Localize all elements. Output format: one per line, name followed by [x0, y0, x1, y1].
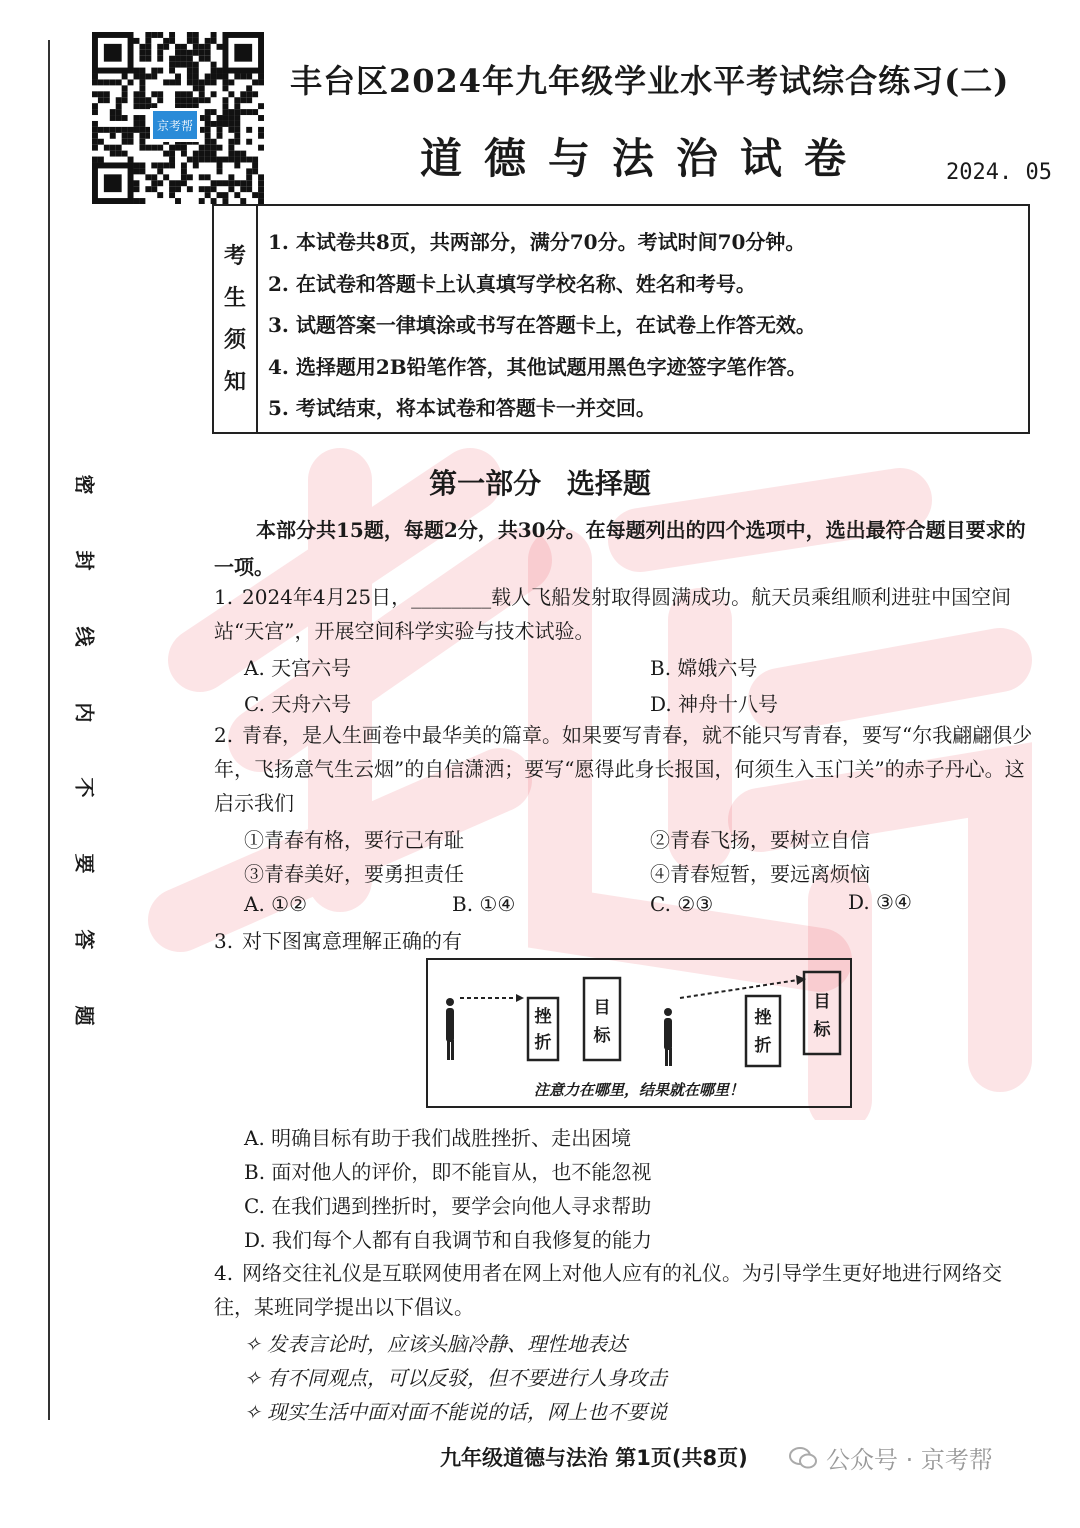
- notice-label-char: 须: [223, 327, 246, 353]
- notice-label: [214, 206, 258, 432]
- q2-option-b: B. ①④: [452, 892, 516, 916]
- question-text: 2024年4月25日，________载人飞船发射取得圆满成功。航天员乘组顺利进驻中国空间站“天宫”，开展空间科学实验与技术试验。: [214, 585, 1012, 643]
- left-goal-label: 目 标: [593, 998, 611, 1046]
- q4-proposal-1: ✧ 发表言论时，应该头脑冷静、理性地表达: [244, 1332, 628, 1356]
- notice-item: 4. 选择题用2B铅笔作答，其他试题用黑色字迹签字笔作答。: [268, 354, 807, 379]
- question-3-figure: [426, 958, 852, 1108]
- notice-label-char: 知: [223, 369, 246, 395]
- binding-char: 题: [72, 1005, 97, 1026]
- wechat-watermark: [788, 1440, 993, 1475]
- notice-box: [212, 204, 1030, 434]
- exam-title: 丰台区2024年九年级学业水平考试综合练习(二): [290, 62, 1010, 100]
- wechat-icon: [788, 1446, 818, 1470]
- question-3-stem: [214, 924, 1040, 958]
- binding-char: 线: [72, 626, 97, 647]
- binding-char: 答: [72, 929, 97, 950]
- question-1-stem: [214, 580, 1040, 648]
- q2-statement-2: ②青春飞扬，要树立自信: [650, 828, 870, 852]
- binding-line: [48, 40, 50, 1420]
- binding-char: 不: [72, 777, 97, 798]
- figure-caption: 注意力在哪里，结果就在哪里！: [533, 1081, 744, 1099]
- notice-item: 5. 考试结束，将本试卷和答题卡一并交回。: [268, 396, 656, 420]
- notice-item: 1. 本试卷共8页，共两部分，满分70分。考试时间70分钟。: [268, 230, 806, 254]
- qr-code: [92, 32, 264, 204]
- section-intro: 本部分共15题，每题2分，共30分。在每题列出的四个选项中，选出最符合题目要求的一项。: [214, 518, 1026, 579]
- q2-statement-4: ④青春短暂，要远离烦恼: [650, 862, 870, 886]
- q3-option-a: A. 明确目标有助于我们战胜挫折、走出困境: [244, 1126, 632, 1150]
- question-text: 网络交往礼仪是互联网使用者在网上对他人应有的礼仪。为引导学生更好地进行网络交往，某班同学提出以下倡议。: [214, 1261, 1002, 1319]
- page-footer: 九年级道德与法治 第1页(共8页): [440, 1446, 748, 1470]
- question-number: 4.: [214, 1261, 234, 1285]
- question-number: 2.: [214, 723, 234, 747]
- binding-char: 密: [72, 474, 97, 495]
- paper-title: 道德与法治试卷: [420, 134, 869, 183]
- q2-statement-1: ①青春有格，要行己有耻: [244, 828, 464, 852]
- qr-logo: 京考帮: [150, 108, 200, 142]
- q4-proposal-3: ✧ 现实生活中面对面不能说的话，网上也不要说: [244, 1400, 668, 1424]
- binding-char: 要: [72, 853, 97, 874]
- right-goal-label: 目 标: [813, 992, 831, 1040]
- q2-statement-3: ③青春美好，要勇担责任: [244, 862, 464, 886]
- question-text: 青春，是人生画卷中最华美的篇章。如果要写青春，就不能只写青春，要写“尔我翩翩俱少年，飞扬意气生云烟”的自信潇洒；要写“愿得此身长报国，何须生入玉门关”的赤子丹心。这启示我们: [214, 723, 1033, 815]
- q1-option-c: C. 天舟六号: [244, 692, 352, 716]
- q3-option-d: D. 我们每个人都有自我调节和自我修复的能力: [244, 1228, 653, 1252]
- notice-item: 2. 在试卷和答题卡上认真填写学校名称、姓名和考号。: [268, 271, 756, 296]
- q2-option-c: C. ②③: [650, 892, 714, 916]
- person-icon: [446, 998, 454, 1060]
- q1-option-b: B. 嫦娥六号: [650, 656, 758, 680]
- notice-list: [268, 222, 816, 430]
- question-text: 对下图寓意理解正确的有: [242, 929, 462, 953]
- question-2-stem: [214, 718, 1040, 820]
- right-obstacle-label: 挫 折: [754, 1008, 772, 1056]
- q2-option-d: D. ③④: [848, 890, 912, 914]
- question-number: 1.: [214, 585, 234, 609]
- q1-option-a: A. 天宫六号: [244, 656, 352, 680]
- notice-label-char: 考: [223, 243, 246, 269]
- binding-char: 封: [72, 550, 97, 571]
- section-title: 第一部分 选择题: [429, 467, 651, 500]
- notice-label-char: 生: [223, 285, 246, 311]
- binding-warning: [66, 470, 106, 1030]
- q3-option-c: C. 在我们遇到挫折时，要学会向他人寻求帮助: [244, 1194, 652, 1218]
- q1-option-d: D. 神舟十八号: [650, 692, 779, 716]
- notice-item: 3. 试题答案一律填涂或书写在答题卡上，在试卷上作答无效。: [268, 313, 816, 337]
- question-4-stem: [214, 1256, 1040, 1324]
- q4-proposal-2: ✧ 有不同观点，可以反驳，但不要进行人身攻击: [244, 1366, 668, 1390]
- wechat-text: 公众号 · 京考帮: [826, 1446, 993, 1474]
- q3-option-b: B. 面对他人的评价，即不能盲从，也不能忽视: [244, 1160, 652, 1184]
- person-icon: [664, 1008, 672, 1066]
- binding-char: 内: [72, 702, 97, 723]
- question-number: 3.: [214, 929, 234, 953]
- left-obstacle-label: 挫 折: [534, 1007, 552, 1053]
- exam-date: 2024. 05: [946, 160, 1052, 185]
- q2-option-a: A. ①②: [244, 892, 308, 916]
